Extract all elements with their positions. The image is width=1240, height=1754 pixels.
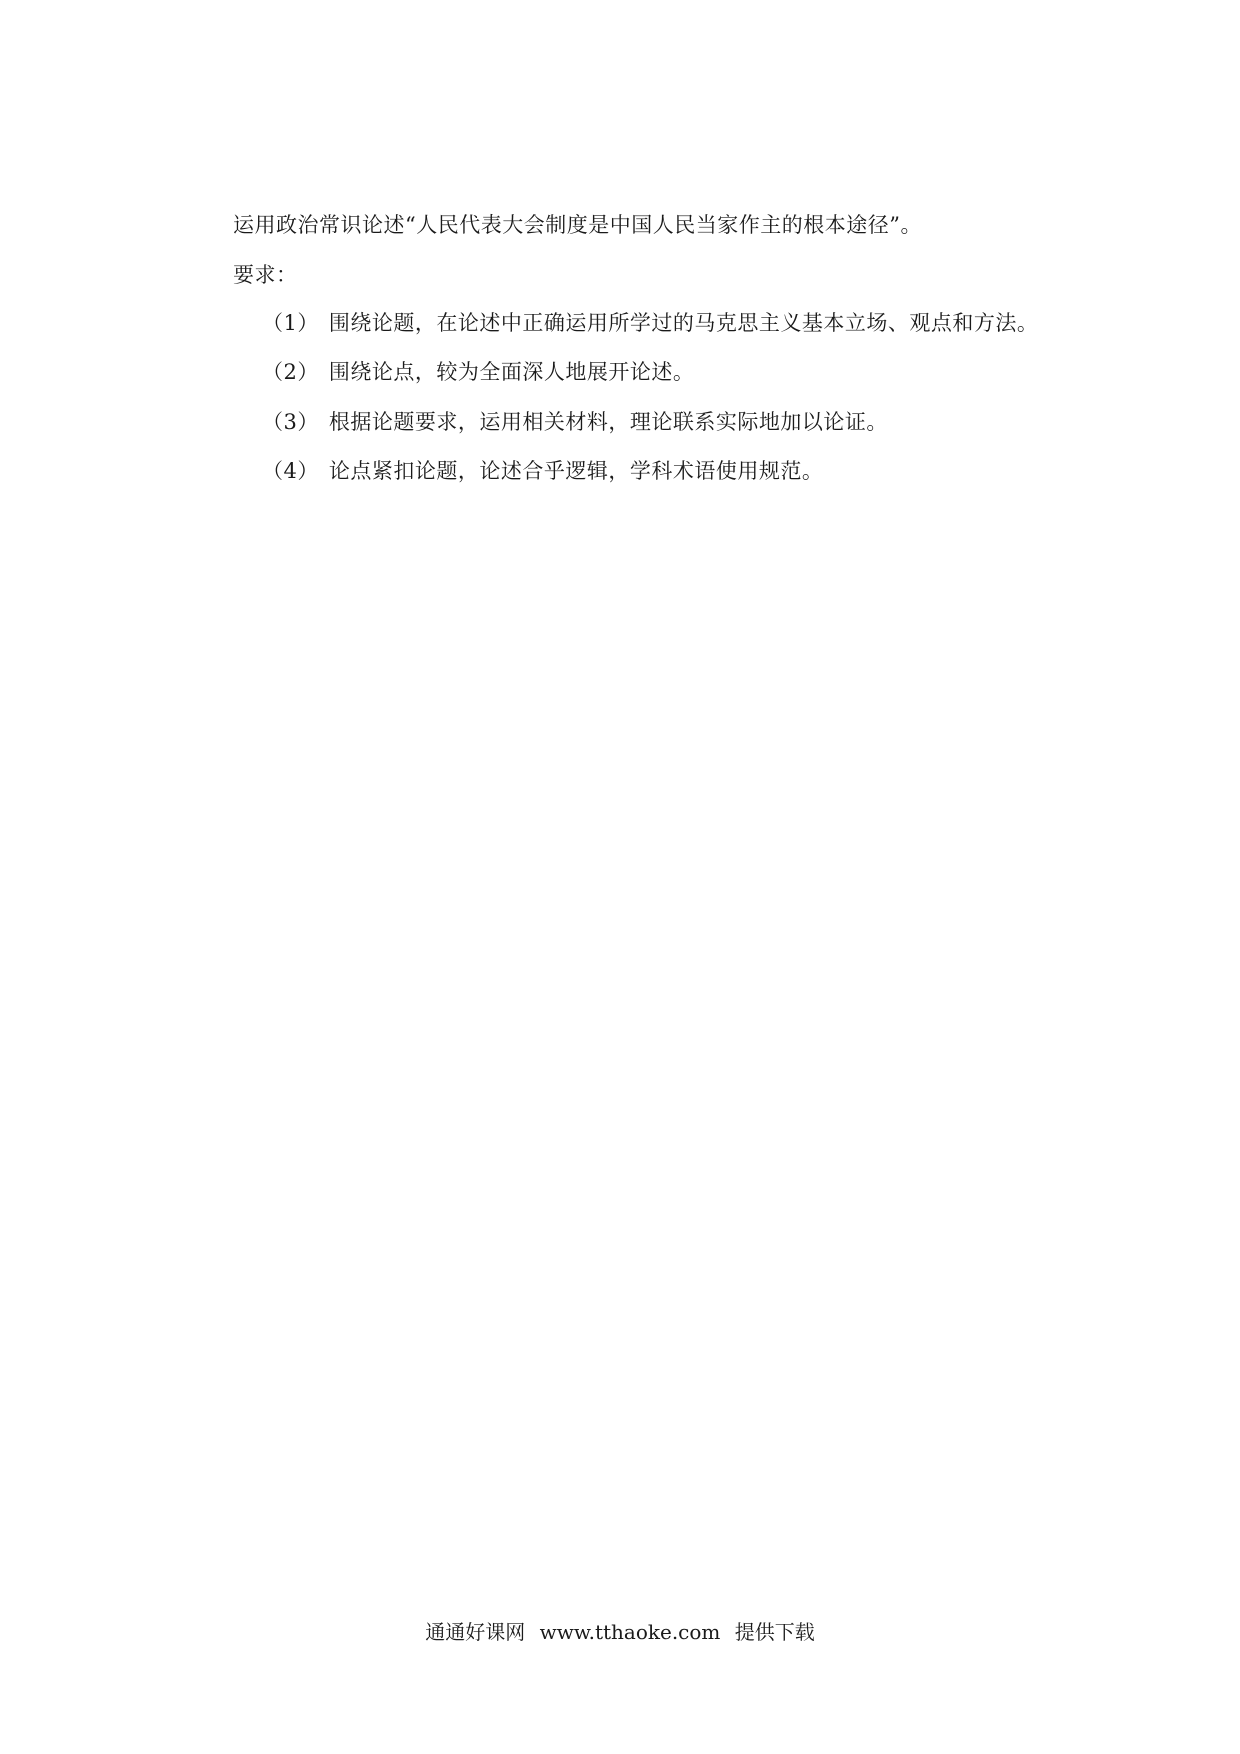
requirement-number: （4） <box>262 459 319 483</box>
requirement-text: 根据论题要求，运用相关材料，理论联系实际地加以论证。 <box>328 410 888 434</box>
requirement-number: （1） <box>262 311 319 335</box>
requirement-number: （3） <box>262 410 319 434</box>
requirement-text: 围绕论点，较为全面深人地展开论述。 <box>328 360 695 384</box>
footer-action: 提供下载 <box>734 1620 815 1644</box>
question-prompt: 运用政治常识论述“人民代表大会制度是中国人民当家作主的根本途径”。 <box>233 213 922 237</box>
requirement-number: （2） <box>262 360 319 384</box>
requirement-item <box>262 407 888 437</box>
page-footer <box>0 1618 1240 1646</box>
requirement-text: 论点紧扣论题，论述合乎逻辑，学科术语使用规范。 <box>328 459 824 483</box>
footer-site-name: 通通好课网 <box>425 1620 526 1644</box>
requirement-text: 围绕论题，在论述中正确运用所学过的马克思主义基本立场、观点和方法。 <box>328 311 1039 335</box>
footer-url[interactable]: www.tthaoke.com <box>539 1620 721 1644</box>
requirement-item <box>262 308 1038 338</box>
requirement-item <box>262 456 823 486</box>
requirement-item <box>262 357 694 387</box>
requirements-label: 要求： <box>233 263 298 287</box>
